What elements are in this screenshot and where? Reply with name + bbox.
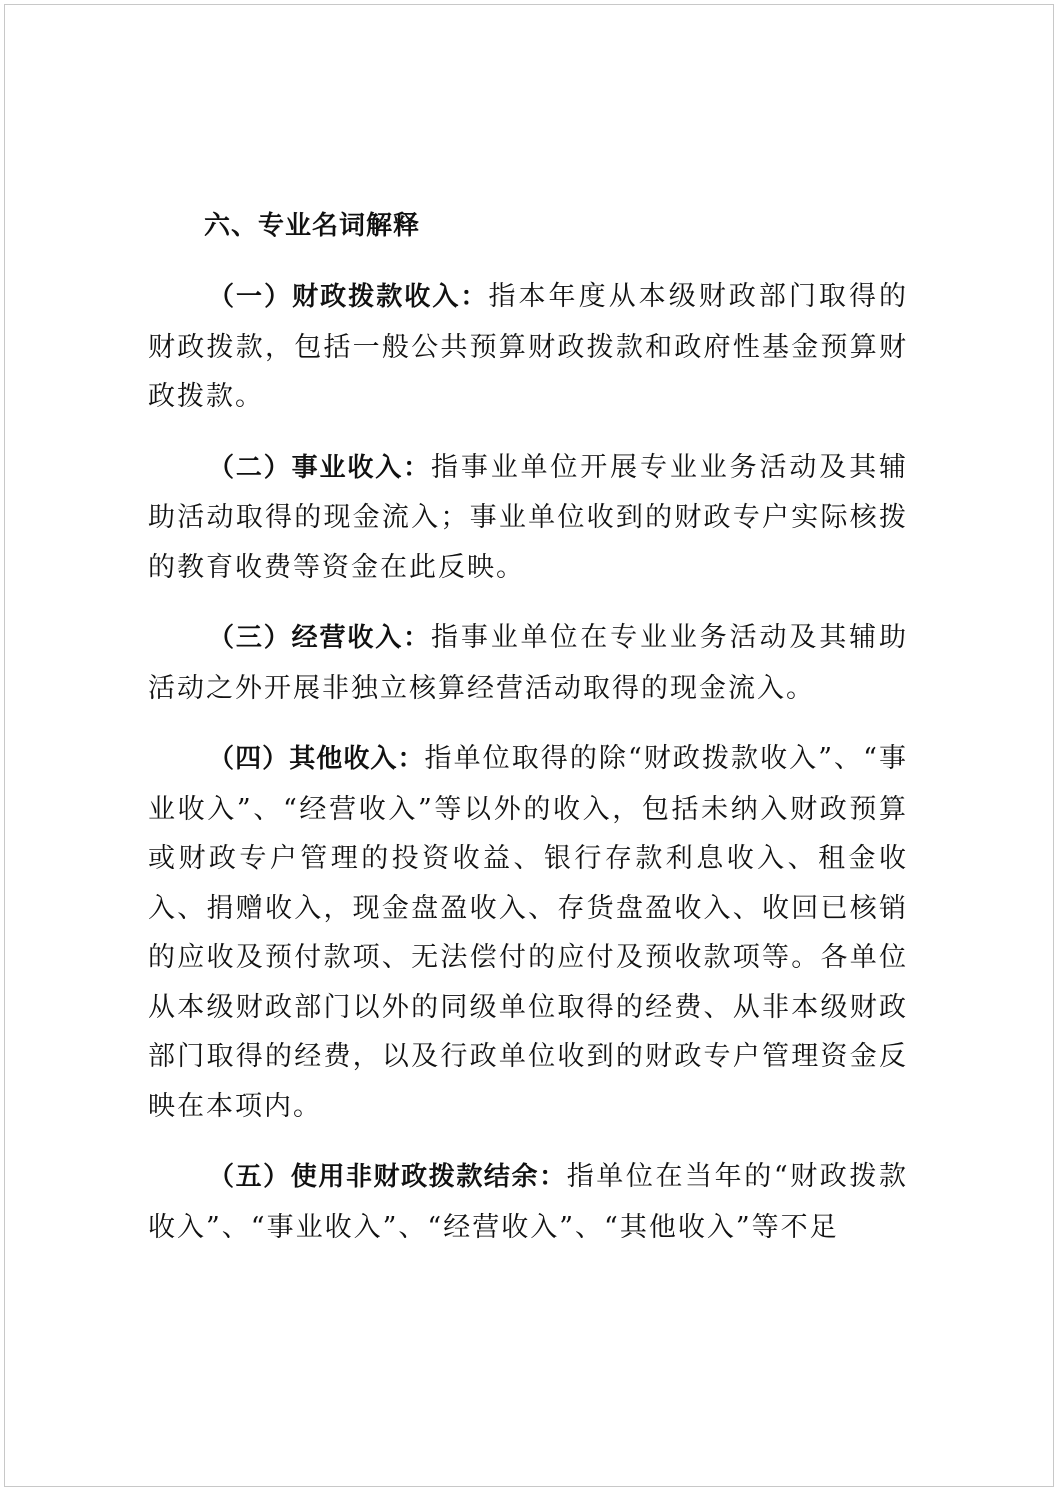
term-label-2: （二）事业收入： [208, 452, 431, 483]
term-label-4: （四）其他收入： [208, 744, 425, 774]
term-paragraph-1 [148, 272, 908, 422]
term-label-5: （五）使用非财政拨款结余： [208, 1162, 567, 1192]
term-text-3: 指事业单位在专业业务活动及其辅助活动之外开展非独立核算经营活动取得的现金流入。 [148, 622, 908, 704]
term-paragraph-5 [148, 1152, 908, 1252]
term-paragraph-4 [148, 734, 908, 1131]
section-heading: 六、专业名词解释 [204, 211, 421, 241]
term-label-1: （一）财政拨款收入： [208, 282, 489, 312]
term-text-4: 指单位取得的除“财政拨款收入”、“事业收入”、“经营收入”等以外的收入，包括未纳入财政预算或财政专户管理的投资收益、银行存款利息收入、租金收入、捐赠收入，现金盘盈收入、存货盘盈收入、收回已核销的应收及预付款项、无法偿付的应付及预收款项等。各单位从本级财政部门以外的同级单位取得的经费、从非本级财政部门取得的经费，以及行政单位收到的财政专户管理资金反映在本项内。 [148, 743, 908, 1122]
term-paragraph-3 [148, 613, 908, 713]
document-page [4, 4, 1054, 1487]
document-content [148, 200, 908, 1252]
term-paragraph-2 [148, 443, 908, 593]
term-text-2: 指事业单位开展专业业务活动及其辅助活动取得的现金流入；事业单位收到的财政专户实际核拨的教育收费等资金在此反映。 [148, 451, 908, 583]
term-text-1: 指本年度从本级财政部门取得的财政拨款，包括一般公共预算财政拨款和政府性基金预算财政拨款。 [148, 281, 908, 412]
term-label-3: （三）经营收入： [208, 623, 431, 653]
term-text-5: 指单位在当年的“财政拨款收入”、“事业收入”、“经营收入”、“其他收入”等不足 [148, 1161, 908, 1243]
